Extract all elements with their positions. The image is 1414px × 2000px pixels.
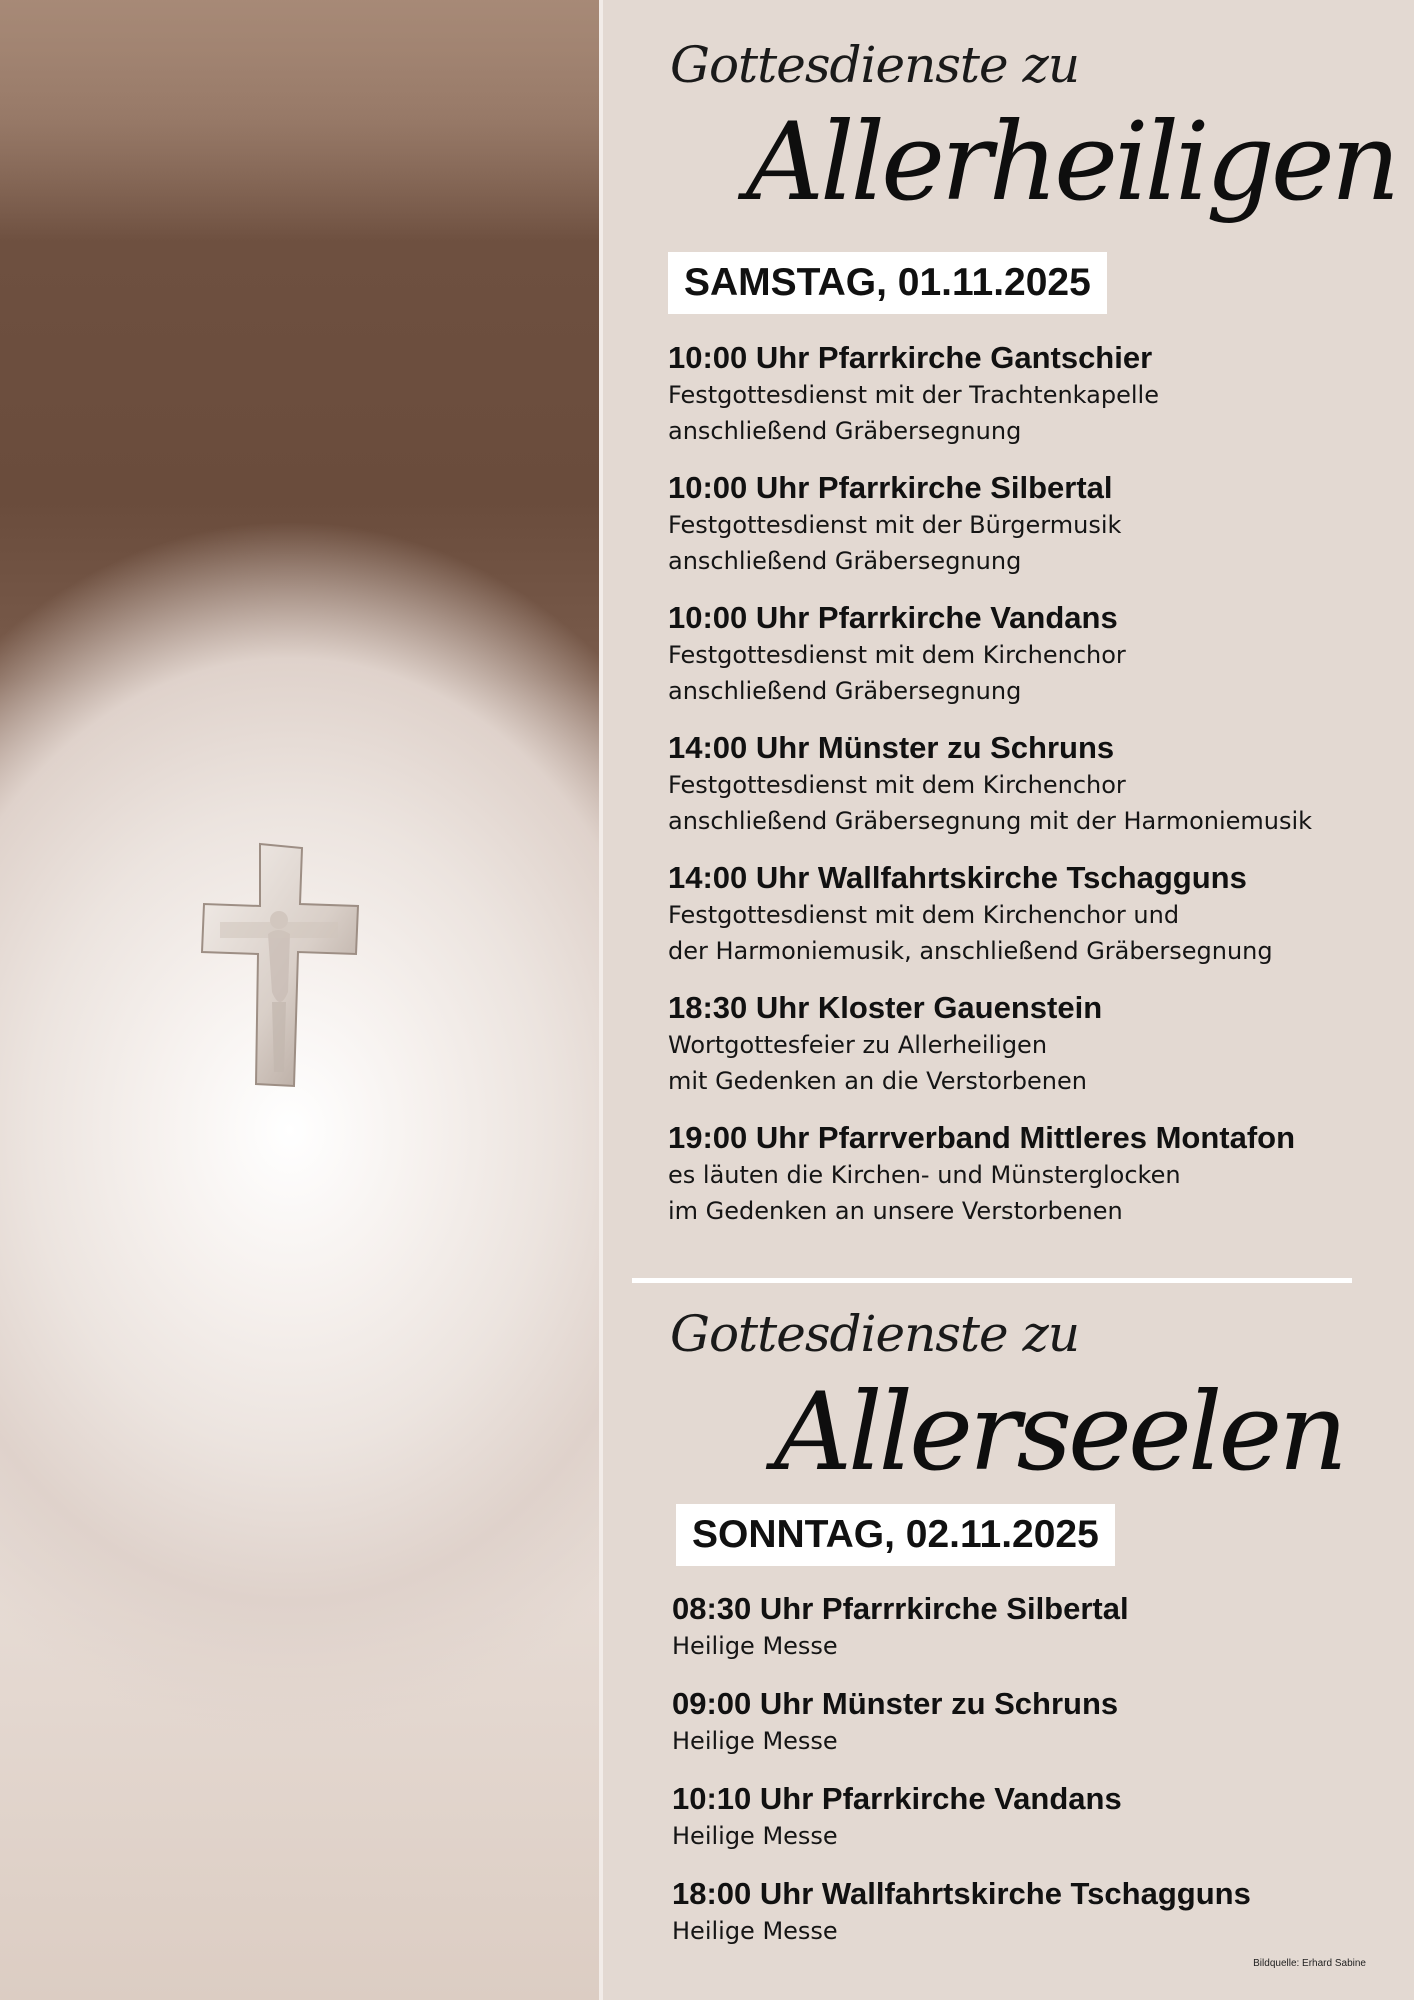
cross-icon xyxy=(198,842,364,1092)
service-description: anschließend Gräbersegnung xyxy=(668,677,1022,705)
service-entry xyxy=(668,339,1312,449)
service-entry xyxy=(668,469,1312,579)
allerseelen-service-list xyxy=(672,1590,1251,1970)
service-description: im Gedenken an unsere Verstorbenen xyxy=(668,1197,1123,1225)
service-description: Heilige Messe xyxy=(672,1632,838,1660)
service-description: mit Gedenken an die Verstorbenen xyxy=(668,1067,1087,1095)
service-time-location: 18:30 Uhr Kloster Gauenstein xyxy=(668,990,1103,1025)
allerheiligen-date: SAMSTAG, 01.11.2025 xyxy=(668,252,1107,314)
service-entry xyxy=(672,1590,1251,1664)
service-description: Festgottesdienst mit der Bürgermusik xyxy=(668,511,1122,539)
service-description: Festgottesdienst mit dem Kirchenchor xyxy=(668,641,1126,669)
service-time-location: 10:10 Uhr Pfarrkirche Vandans xyxy=(672,1781,1122,1816)
service-description: Heilige Messe xyxy=(672,1727,838,1755)
service-time-location: 08:30 Uhr Pfarrrkirche Silbertal xyxy=(672,1591,1129,1626)
photo-edge xyxy=(599,0,603,2000)
service-time-location: 09:00 Uhr Münster zu Schruns xyxy=(672,1686,1119,1721)
allerheiligen-intro: Gottesdienste zu xyxy=(670,36,1080,94)
allerseelen-title: Allerseelen xyxy=(774,1370,1344,1495)
service-time-location: 19:00 Uhr Pfarrverband Mittleres Montafon xyxy=(668,1120,1296,1155)
section-divider xyxy=(632,1278,1352,1283)
service-entry xyxy=(668,1119,1312,1229)
service-entry xyxy=(672,1780,1251,1854)
service-entry xyxy=(668,599,1312,709)
image-credit: Bildquelle: Erhard Sabine xyxy=(1253,1958,1366,1969)
service-description: anschließend Gräbersegnung xyxy=(668,547,1022,575)
allerseelen-intro: Gottesdienste zu xyxy=(670,1305,1080,1363)
service-entry xyxy=(672,1875,1251,1949)
service-time-location: 10:00 Uhr Pfarrkirche Silbertal xyxy=(668,470,1113,505)
service-description: Heilige Messe xyxy=(672,1822,838,1850)
service-entry xyxy=(668,859,1312,969)
service-description: Festgottesdienst mit dem Kirchenchor und xyxy=(668,901,1180,929)
service-description: Wortgottesfeier zu Allerheiligen xyxy=(668,1031,1048,1059)
service-description: Festgottesdienst mit der Trachtenkapelle xyxy=(668,381,1159,409)
service-time-location: 18:00 Uhr Wallfahrtskirche Tschagguns xyxy=(672,1876,1251,1911)
service-description: Festgottesdienst mit dem Kirchenchor xyxy=(668,771,1126,799)
service-entry xyxy=(668,729,1312,839)
service-description: anschließend Gräbersegnung mit der Harmoniemusik xyxy=(668,807,1313,835)
service-entry xyxy=(668,989,1312,1099)
service-description: der Harmoniemusik, anschließend Gräbersegnung xyxy=(668,937,1273,965)
service-description: anschließend Gräbersegnung xyxy=(668,417,1022,445)
service-time-location: 14:00 Uhr Münster zu Schruns xyxy=(668,730,1115,765)
service-description: Heilige Messe xyxy=(672,1917,838,1945)
allerseelen-date: SONNTAG, 02.11.2025 xyxy=(676,1504,1115,1566)
service-entry xyxy=(672,1685,1251,1759)
light-beam xyxy=(0,0,603,245)
service-time-location: 10:00 Uhr Pfarrkirche Gantschier xyxy=(668,340,1153,375)
allerheiligen-title: Allerheiligen xyxy=(746,100,1397,225)
service-description: es läuten die Kirchen- und Münsterglocken xyxy=(668,1161,1181,1189)
service-time-location: 14:00 Uhr Wallfahrtskirche Tschagguns xyxy=(668,860,1247,895)
cross-photo xyxy=(0,0,603,2000)
allerheiligen-service-list xyxy=(668,339,1312,1249)
service-time-location: 10:00 Uhr Pfarrkirche Vandans xyxy=(668,600,1118,635)
